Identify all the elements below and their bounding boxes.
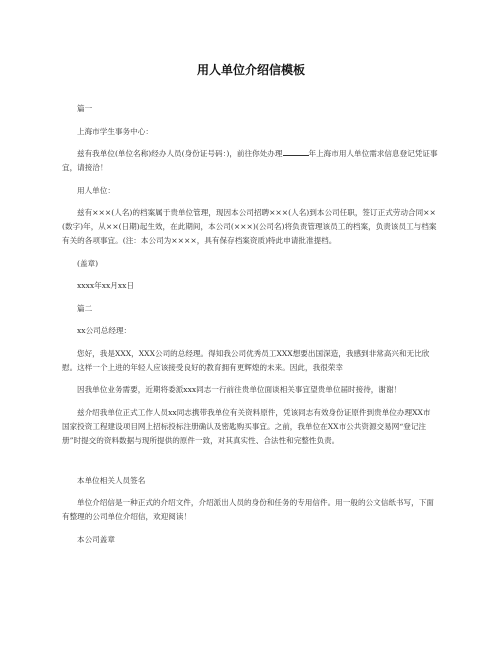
fill-blank-line [283,147,309,156]
signature-line: 本单位相关人员签名 [77,475,146,485]
paragraph-6: 单位介绍信是一种正式的介绍文件，介绍派出人员的身份和任务的专用信件。用一般的公文信纸书写，下面有整理的公司单位介绍信，欢迎阅读！ [62,498,434,521]
paragraph-4: 因我单位业务需要，近期将委派xxx同志一行前往贵单位面谈相关事宜望贵单位届时接待，谢谢！ [77,385,402,394]
paragraph-1 [62,147,438,175]
salutation-2: 用人单位： [77,185,115,195]
paragraph-1-part-a: 兹有我单位(单位名称)经办人员(身份证号码：)，前往你处办理 [77,149,283,158]
paragraph-2: 兹有×××(人名)的档案属于贵单位管理，现因本公司招聘×××(人名)到本公司任职，签订正式劳动合同××(数字)年，从××(日期)起生效，在此期间，本公司(×××)(公司名)将负责管理该员工的档案，负责该员工与档案有关的各项事宜。(注：本公司为××××，具有保存档案资质)特此申请批准提档。 [62,208,437,245]
paragraph-5: 兹介绍我单位正式工作人员xx同志携带我单位有关资料原件，凭该同志有效身份证原件到贵单位办理XX市国家投资工程建设项目网上招标投标注册确认及密匙购买事宜。之前，我单位在XX市公共资源交易网“登记注册”时提交的资料数据与现所提供的原件一致，对其真实性、合法性和完整性负责。 [62,407,431,445]
salutation-1: 上海市学生事务中心： [77,126,153,136]
paragraph-3: 您好，我是XXX，XXX公司的总经理。得知我公司优秀员工XXX想要出国深造，我感到非常高兴和无比欣慰。这样一个上进的年轻人应该接受良好的教育拥有更辉煌的未来。因此，我很荣幸 [62,348,430,372]
company-stamp-line: 本公司盖章 [77,534,115,544]
section-heading-2: 篇二 [77,303,93,313]
salutation-3: xx公司总经理： [77,326,132,335]
section-heading-1: 篇一 [77,104,93,113]
paragraph-1-part-b: 年上海市用人单位需求信息登记凭证事宜，请接洽！ [62,149,438,172]
document-body [62,102,438,555]
stamp-note: (盖章) [77,258,99,268]
document-title: 用人单位介绍信模板 [196,63,305,77]
date-line: xxxx年xx月xx日 [77,281,135,290]
